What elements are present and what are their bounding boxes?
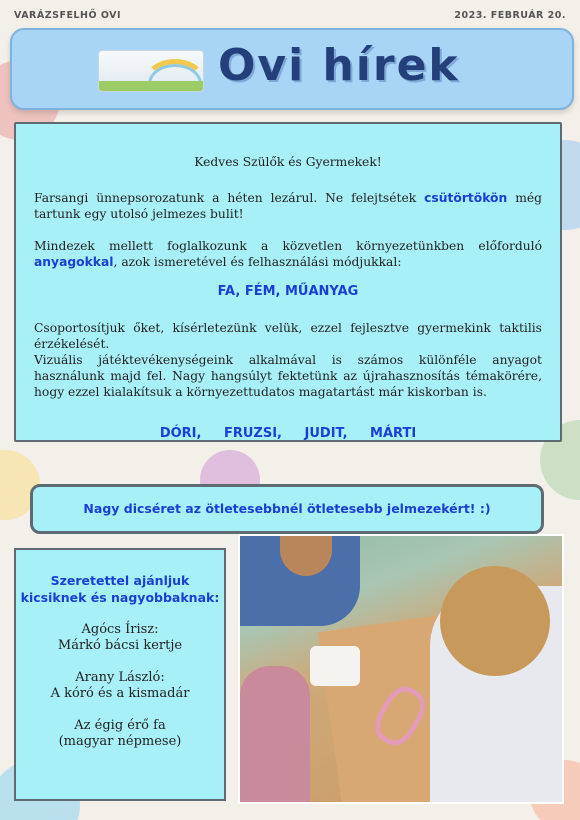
book-subtitle: (magyar népmese) — [58, 734, 182, 749]
top-line — [14, 6, 566, 22]
paragraph-carnival — [34, 190, 542, 222]
teacher-name: JUDIT, — [304, 426, 348, 441]
book-author: Arany László: — [75, 670, 165, 685]
paragraph-text: Mindezek mellett foglalkozunk a közvetlen környezetünkben előforduló — [34, 239, 542, 253]
recommendation-panel — [14, 548, 226, 801]
title-banner — [10, 28, 574, 110]
book-author: Agócs Írisz: — [81, 622, 159, 637]
paragraph-visual: Vizuális játéktevékenységeink alkalmával is számos különféle anyagot használunk majd fel. Nagy hangsúlyt fektetünk az újrahasznosítás témakörére, hogy ezzel kialakítsuk a környezettudatos magatartást már kiskorban is. — [34, 353, 542, 399]
book-title: A kóró és a kismadár — [50, 686, 190, 701]
book-item — [16, 718, 224, 750]
book-item — [16, 622, 224, 654]
highlight-materials: anyagokkal — [34, 255, 114, 269]
book-title: Márkó bácsi kertje — [57, 638, 183, 653]
materials-list: FA, FÉM, MŰANYAG — [217, 284, 359, 299]
letter-panel — [14, 122, 562, 442]
praise-banner: Nagy dicséret az ötletesebbnél ötletesebb jelmezekért! :) — [30, 484, 544, 534]
paragraph-text: , azok ismeretével és felhasználási módjukkal: — [113, 255, 402, 269]
greeting: Kedves Szülők és Gyermekek! — [194, 155, 382, 169]
teacher-name: FRUZSI, — [223, 426, 282, 441]
highlight-thursday: csütörtökön — [424, 191, 508, 205]
paragraph-text: Farsangi ünnepsorozatunk a héten lezárul. Ne felejtsétek — [34, 191, 425, 205]
recommendation-heading: Szeretettel ajánljuk kicsiknek és nagyobbaknak: — [20, 573, 220, 605]
page-title: Ovi hírek — [218, 40, 460, 91]
teacher-names — [16, 426, 560, 442]
org-name: VARÁZSFELHŐ OVI — [14, 10, 122, 21]
teacher-name: DÓRI, — [159, 426, 202, 441]
paragraph-grouping: Csoportosítjuk őket, kísérletezünk velük, ezzel fejlesztve gyermekink taktilis érzékelését. — [34, 321, 542, 351]
book-title: Az égig érő fa — [74, 718, 166, 733]
paragraph-materials — [34, 238, 542, 270]
paragraph-text: még tartunk egy utolsó jelmezes bulit! — [34, 191, 543, 221]
teacher-name: MÁRTI — [370, 426, 417, 441]
issue-date: 2023. FEBRUÁR 20. — [454, 10, 566, 21]
book-item — [16, 670, 224, 702]
children-playing-photo — [238, 534, 564, 804]
kindergarten-logo — [98, 50, 204, 92]
